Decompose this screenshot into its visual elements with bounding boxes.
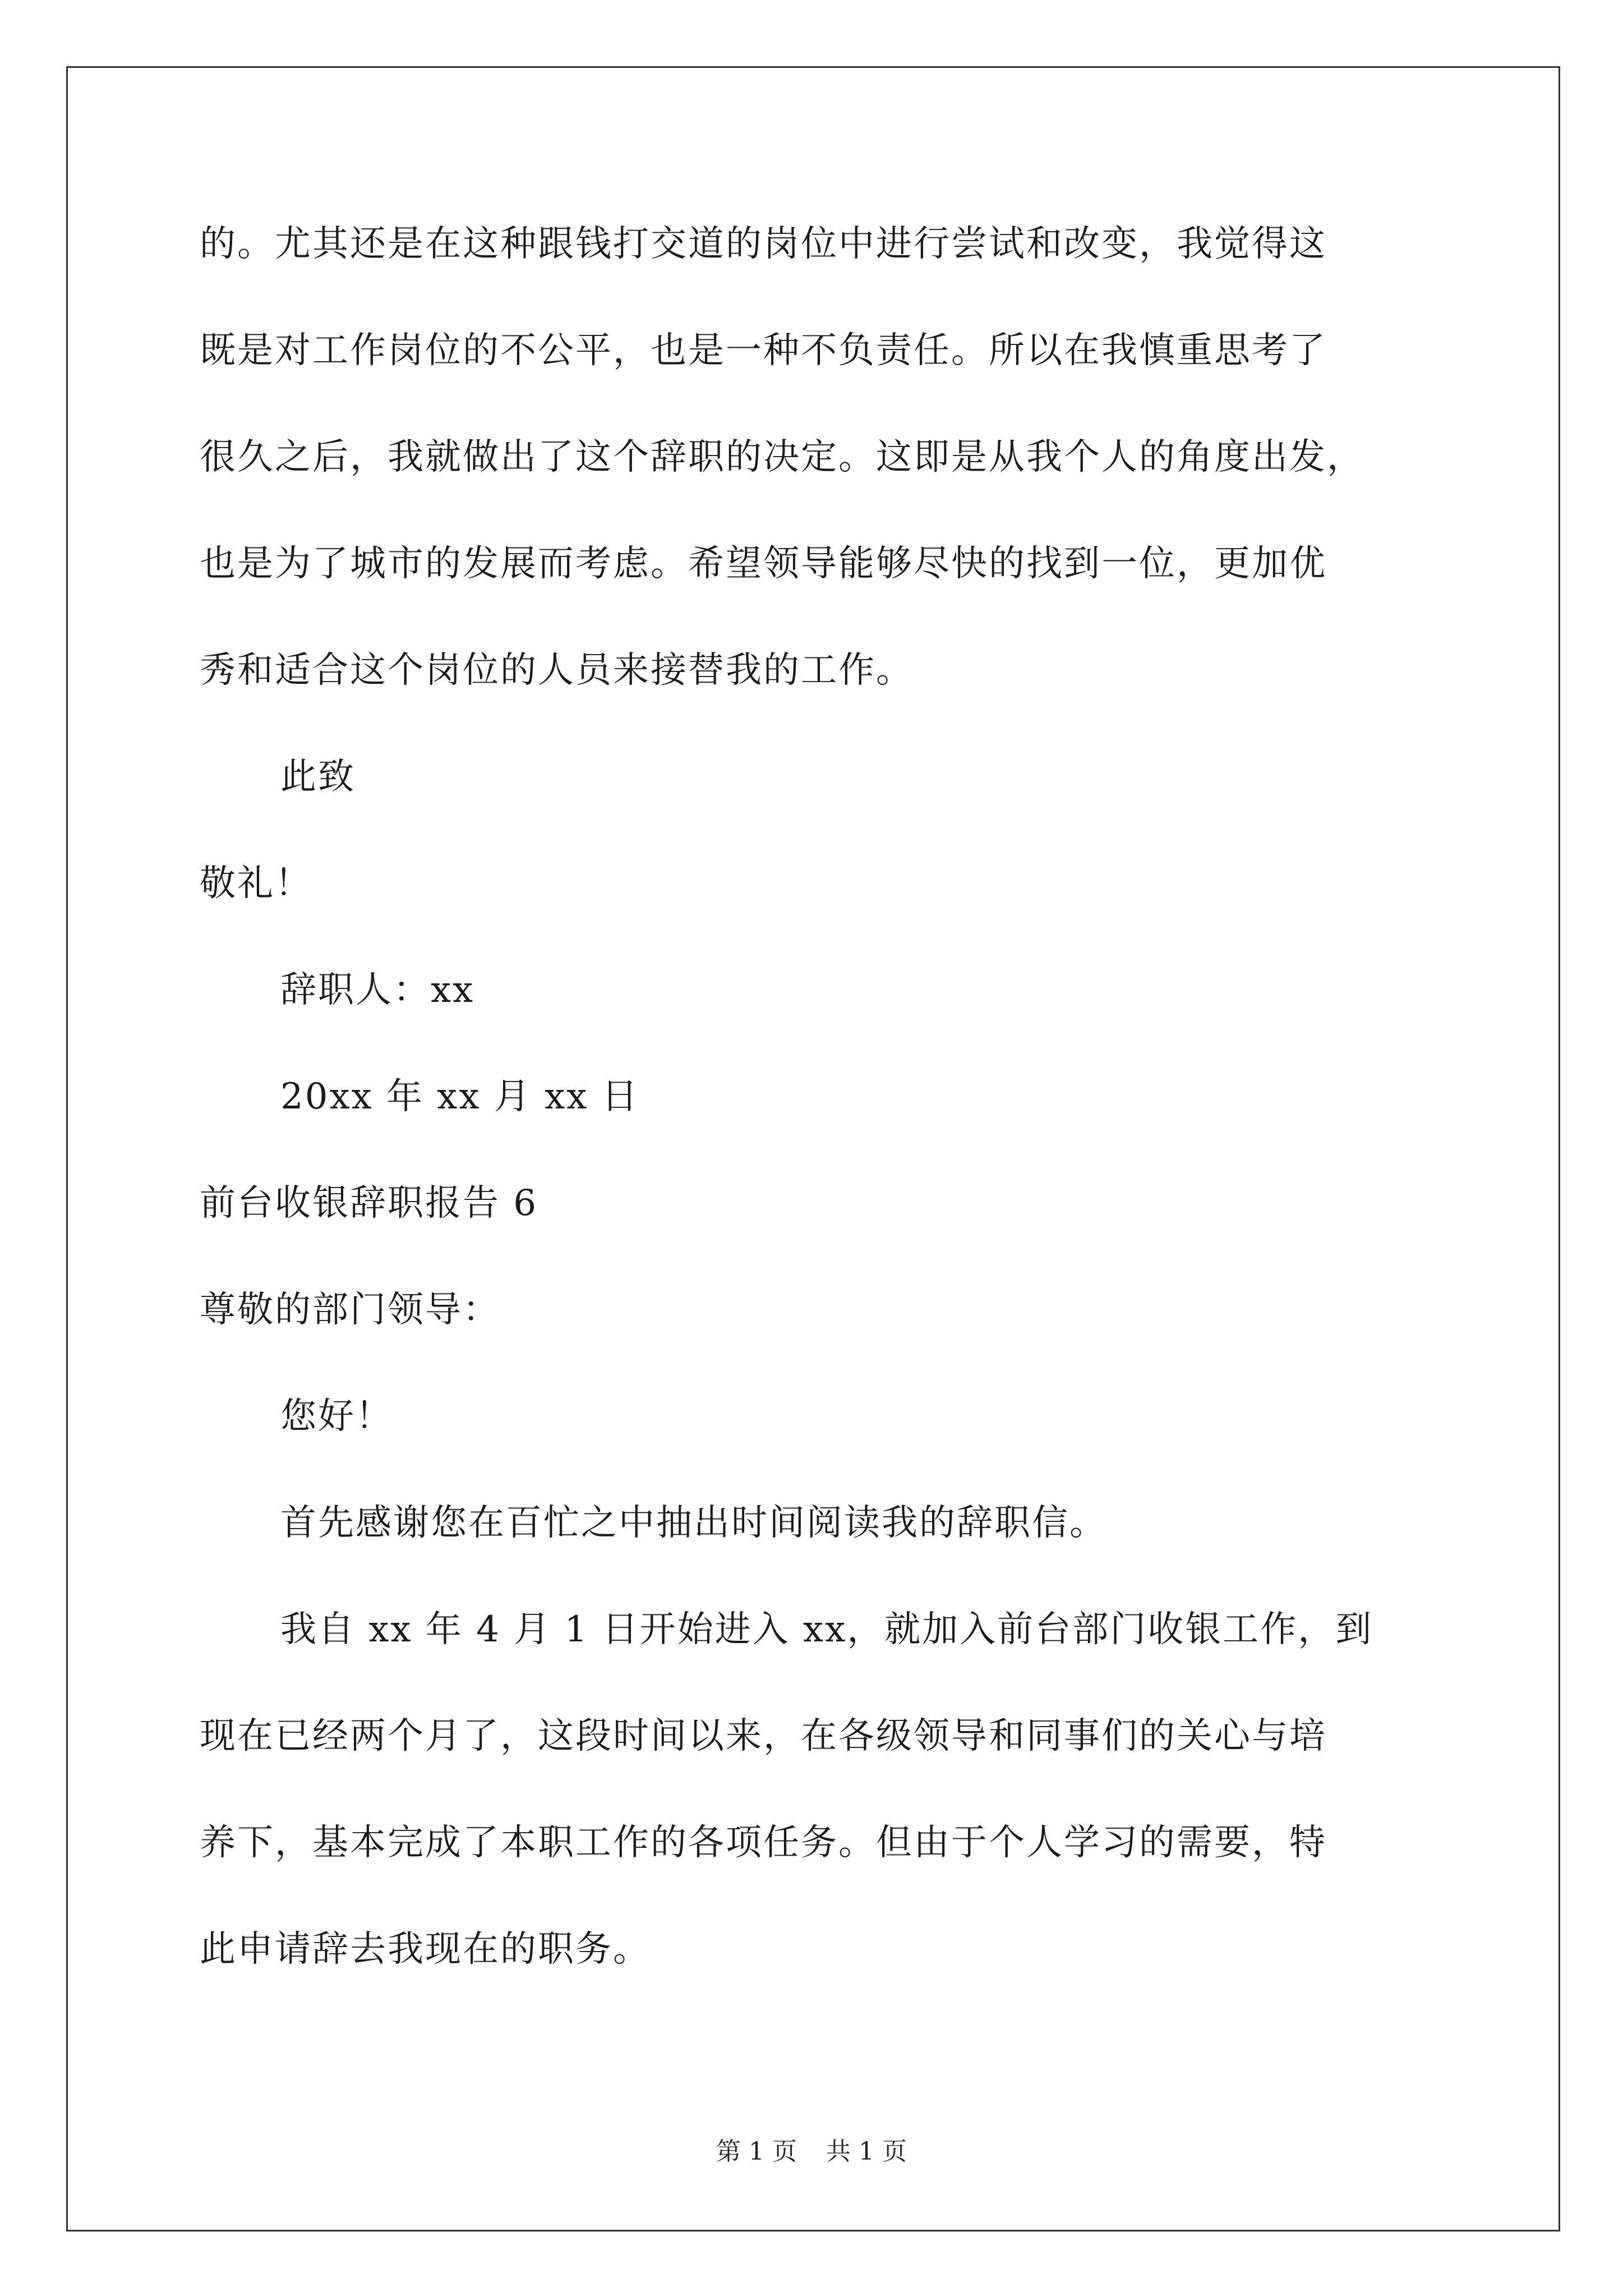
section-title: 前台收银辞职报告 6 — [200, 1182, 538, 1224]
page-total: 共 1 页 — [826, 2137, 907, 2166]
paragraph-line: 的。尤其还是在这种跟钱打交道的岗位中进行尝试和改变，我觉得这 — [200, 223, 1327, 265]
paragraph-line: 首先感谢您在百忙之中抽出时间阅读我的辞职信。 — [280, 1502, 1107, 1544]
paragraph-line: 现在已经两个月了，这段时间以来，在各级领导和同事们的关心与培 — [200, 1715, 1327, 1757]
paragraph-line: 也是为了城市的发展而考虑。希望领导能够尽快的找到一位，更加优 — [200, 543, 1327, 585]
page-footer — [0, 2136, 1623, 2168]
paragraph-line: 此申请辞去我现在的职务。 — [200, 1929, 651, 1970]
greeting-recipient: 尊敬的部门领导： — [200, 1289, 500, 1331]
signatory: 辞职人：xx — [280, 969, 475, 1011]
page-border — [66, 66, 1560, 2231]
closing-salutation: 此致 — [280, 756, 356, 798]
page-number: 第 1 页 — [716, 2137, 797, 2166]
paragraph-line: 秀和适合这个岗位的人员来接替我的工作。 — [200, 650, 914, 691]
paragraph-line: 养下，基本完成了本职工作的各项任务。但由于个人学习的需要，特 — [200, 1822, 1327, 1864]
paragraph-line: 既是对工作岗位的不公平，也是一种不负责任。所以在我慎重思考了 — [200, 330, 1327, 371]
paragraph-line: 很久之后，我就做出了这个辞职的决定。这即是从我个人的角度出发， — [200, 436, 1364, 478]
paragraph-line: 我自 xx 年 4 月 1 日开始进入 xx，就加入前台部门收银工作，到 — [280, 1609, 1373, 1650]
date-line: 20xx 年 xx 月 xx 日 — [280, 1076, 639, 1117]
greeting: 您好！ — [280, 1396, 393, 1437]
closing-regards: 敬礼！ — [200, 863, 312, 904]
